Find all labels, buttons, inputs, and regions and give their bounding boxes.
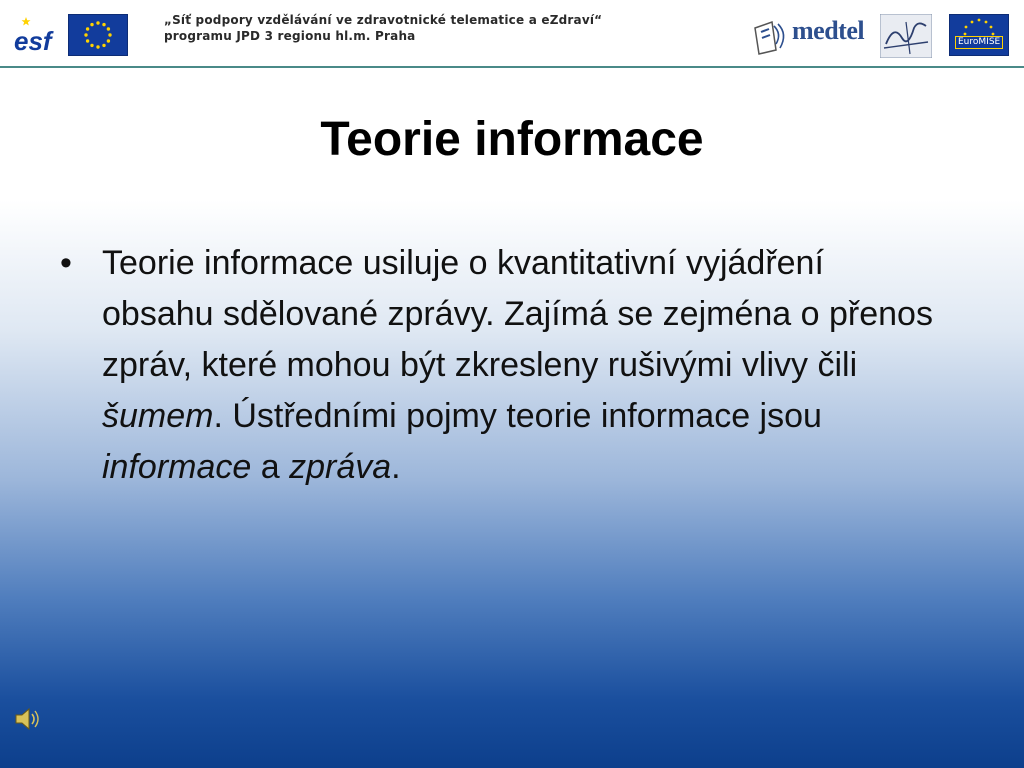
esf-logo-text: esf	[14, 26, 52, 54]
italic-term-zprava: zpráva	[289, 448, 392, 486]
header-bar	[0, 0, 1024, 67]
sis-logo	[880, 14, 932, 58]
medtel-emblem-icon	[755, 22, 784, 54]
text-part-1: Teorie informace usiluje o kvantitativní vyjádření obsahu sdělované zprávy. Zajímá se zejména o přenos zpráv, které mohou být zkresleny rušivými vlivy čili	[102, 244, 933, 384]
text-part-3: a	[251, 448, 290, 486]
project-title-line: „Síť podpory vzdělávání ve zdravotnické telematice a eZdraví“	[164, 13, 603, 27]
italic-term-informace: informace	[102, 448, 252, 486]
speaker-icon[interactable]	[12, 704, 42, 734]
euromise-label: EuroMISE	[955, 36, 1003, 49]
slide-body	[60, 238, 940, 493]
text-part-4: .	[391, 448, 401, 486]
slide-title: Teorie informace	[320, 113, 704, 166]
project-program-line: programu JPD 3 regionu hl.m. Praha	[164, 29, 416, 43]
header-divider	[0, 66, 1024, 68]
eu-flag-left	[68, 14, 128, 56]
esf-logo	[14, 14, 64, 54]
bullet-text	[102, 244, 933, 486]
bullet-item	[60, 238, 940, 493]
bullet-symbol: •	[60, 244, 72, 282]
eu-flag-right	[949, 14, 1009, 56]
medtel-logo-text: medtel	[792, 16, 865, 45]
text-part-2: . Ústředními pojmy teorie informace jsou	[213, 397, 822, 435]
project-info	[164, 12, 602, 44]
italic-term-sumem: šumem	[102, 397, 214, 435]
